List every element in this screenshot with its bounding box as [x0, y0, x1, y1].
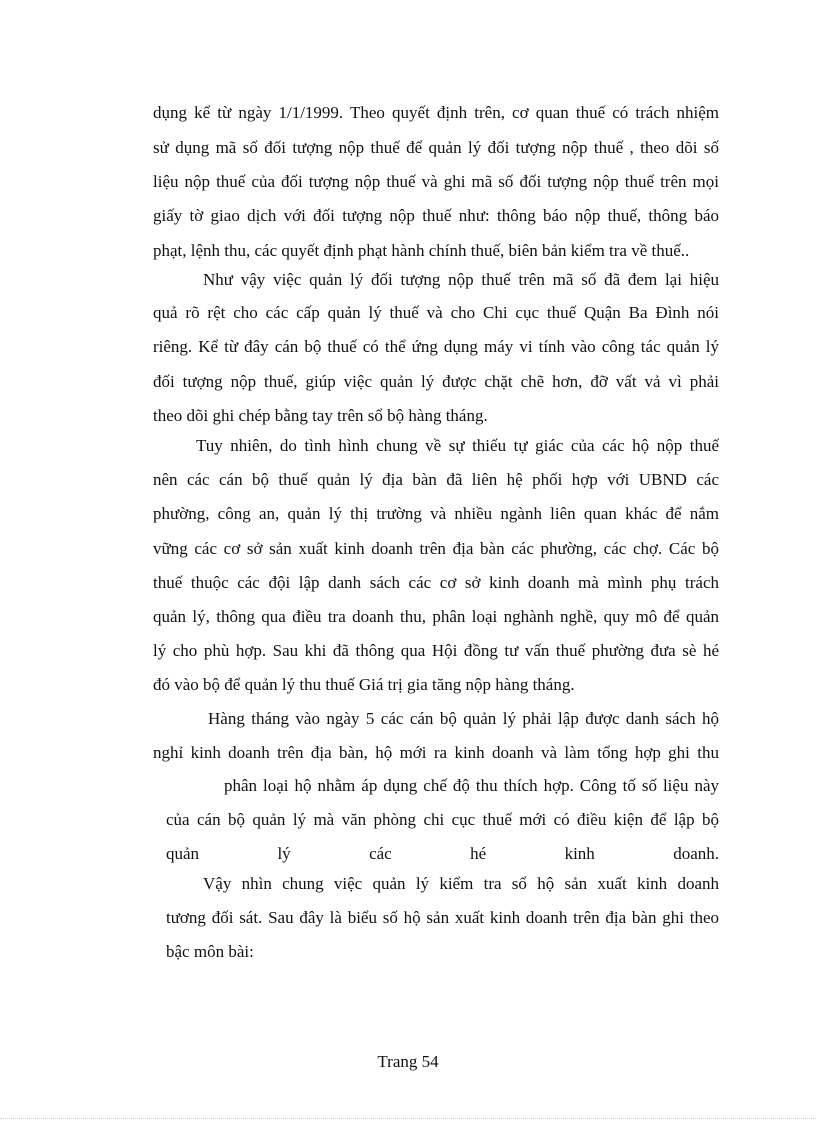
paragraph-line: nên các cán bộ thuế quản lý địa bàn đã liên hệ phối hợp với UBND các [153, 470, 719, 489]
paragraph-line: thuế thuộc các đội lập danh sách các cơ sở kinh doanh mà mình phụ trách [153, 573, 719, 592]
paragraph-line: quả rõ rệt cho các cấp quản lý thuế và cho Chi cục thuế Quận Ba Đình nói [153, 303, 719, 322]
paragraph-line: nghỉ kinh doanh trên địa bàn, hộ mới ra kinh doanh và làm tổng hợp ghi thu [153, 743, 719, 762]
paragraph-line: phân loại hộ nhằm áp dụng chế độ thu thích hợp. Công tố số liệu này [224, 776, 719, 795]
paragraph-line: quản lý các hé kinh doanh. [166, 844, 719, 863]
bottom-divider [0, 1118, 816, 1119]
paragraph-line: đối tượng nộp thuế, giúp việc quản lý được chặt chẽ hơn, đỡ vất vả vì phải [153, 372, 719, 391]
paragraph-line: lý cho phù hợp. Sau khi đã thông qua Hội đồng tư vấn thuế phường đưa sè hé [153, 641, 719, 660]
paragraph-line: phường, công an, quản lý thị trường và nhiều ngành liên quan khác để nắm [153, 504, 719, 523]
paragraph-line: liệu nộp thuế của đối tượng nộp thuế và ghi mã số đối tượng nộp thuế trên mọi [153, 172, 719, 191]
paragraph-line: tương đối sát. Sau đây là biểu số hộ sản xuất kinh doanh trên địa bàn ghi theo [166, 908, 719, 927]
paragraph-line: Hàng tháng vào ngày 5 các cán bộ quản lý phải lập được danh sách hộ [208, 709, 719, 728]
paragraph-line: bậc môn bài: [166, 942, 254, 961]
paragraph-line: giấy tờ giao dịch với đối tượng nộp thuế như: thông báo nộp thuế, thông báo [153, 206, 719, 225]
paragraph-line: riêng. Kể từ đây cán bộ thuế có thể ứng dụng máy vi tính vào công tác quản lý [153, 337, 719, 356]
paragraph-line: sử dụng mã số đối tượng nộp thuế để quản lý đối tượng nộp thuế , theo dõi số [153, 138, 719, 157]
page-number: Trang 54 [377, 1052, 439, 1071]
paragraph-line: theo dõi ghi chép bằng tay trên sổ bộ hàng tháng. [153, 406, 488, 425]
paragraph-line: phạt, lệnh thu, các quyết định phạt hành chính thuế, biên bản kiểm tra về thuế.. [153, 241, 690, 260]
paragraph-line: vững các cơ sở sản xuất kinh doanh trên địa bàn các phường, các chợ. Các bộ [153, 539, 719, 558]
paragraph-line: Vậy nhìn chung việc quản lý kiểm tra sổ hộ sản xuất kinh doanh [203, 874, 719, 893]
paragraph-line: đó vào bộ để quản lý thu thuế Giá trị gia tăng nộp hàng tháng. [153, 675, 575, 694]
paragraph-line: quản lý, thông qua điều tra doanh thu, phân loại nghành nghề, quy mô để quản [153, 607, 719, 626]
paragraph-line: của cán bộ quản lý mà văn phòng chi cục thuế mới có điều kiện để lập bộ [166, 810, 719, 829]
paragraph-line: dụng kể từ ngày 1/1/1999. Theo quyết định trên, cơ quan thuế có trách nhiệm [153, 103, 719, 122]
paragraph-line: Tuy nhiên, do tình hình chung về sự thiếu tự giác của các hộ nộp thuế [196, 436, 719, 455]
paragraph-line: Như vậy việc quản lý đối tượng nộp thuế trên mã số đã đem lại hiệu [203, 270, 719, 289]
